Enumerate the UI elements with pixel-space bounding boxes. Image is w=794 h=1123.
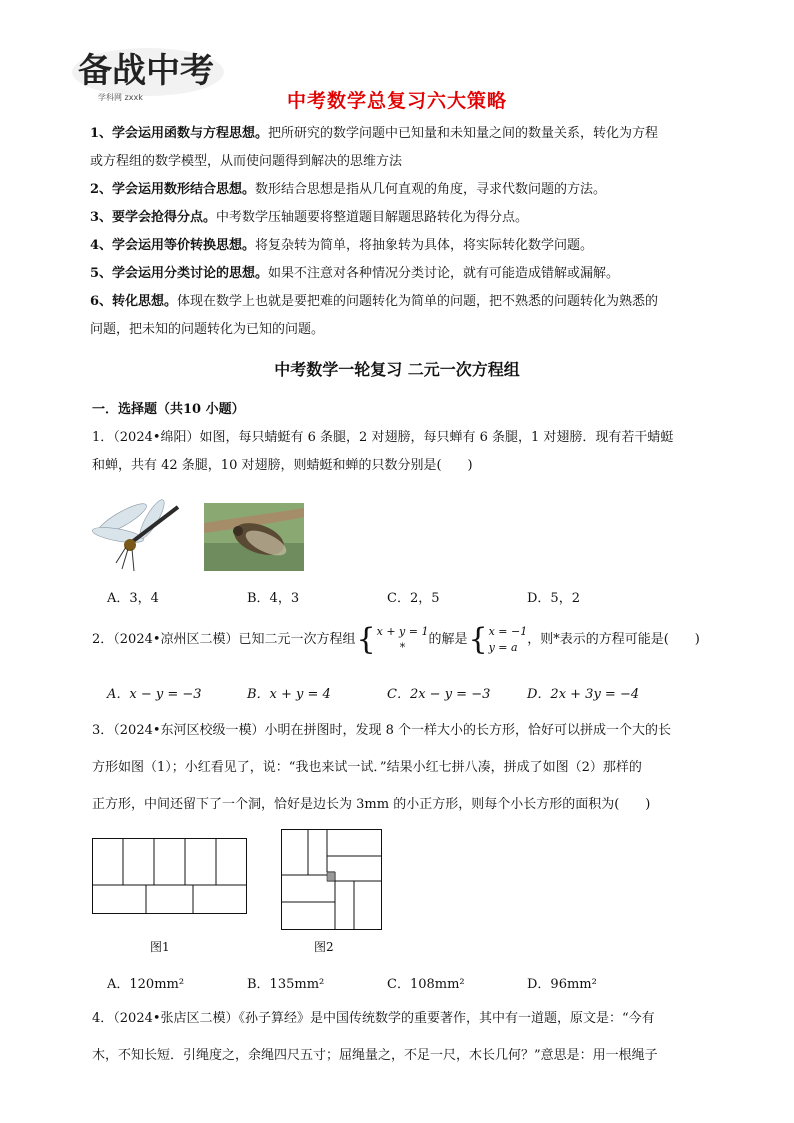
option-d[interactable]: D．2x + 3y = −4 xyxy=(527,687,640,702)
question-1 xyxy=(92,424,707,480)
q4-line: 4．（2024•张店区二模）《孙子算经》是中国传统数学的重要著作，其中有一道题，原文是：“今有 xyxy=(92,1011,655,1026)
logo-text: 备战中考 xyxy=(78,51,214,91)
q3-line: 正方形，中间还留下了一个洞，恰好是边长为 3mm 的小正方形，则每个小长方形的面积为( ) xyxy=(92,797,651,812)
strategy-item: 3、要学会抢得分点。中考数学压轴题要将整道题目解题思路转化为得分点。 xyxy=(90,210,529,225)
section-title: 中考数学一轮复习 二元一次方程组 xyxy=(274,360,520,379)
center-hole xyxy=(327,872,335,881)
q1-line: 和蝉，共有 42 条腿，10 对翅膀，则蜻蜓和蝉的只数分别是( ) xyxy=(92,458,473,473)
strategy-item: 或方程组的数学模型，从而使问题得到解决的思维方法 xyxy=(90,154,403,169)
figure-1 xyxy=(92,838,248,918)
q2-prefix: 2．（2024•凉州区二模）已知二元一次方程组 xyxy=(92,632,356,647)
q1-line: 1．（2024•绵阳）如图，每只蜻蜓有 6 条腿，2 对翅膀，每只蝉有 6 条腿，1 对翅膀．现有若干蜻蜓 xyxy=(92,430,674,445)
strategy-item: 4、学会运用等价转换思想。将复杂转为简单，将抽象转为具体，将实际转化数学问题。 xyxy=(90,238,594,253)
document-title: 中考数学总复习六大策略 xyxy=(286,90,507,112)
q2-mid: 的解是 xyxy=(428,632,468,647)
figure-2 xyxy=(281,829,382,934)
option-a[interactable]: A．120mm² xyxy=(107,977,185,992)
question-4 xyxy=(92,1000,707,1074)
question-3 xyxy=(92,712,707,823)
q2-suffix: ，则*表示的方程可能是( ) xyxy=(527,632,700,647)
option-d[interactable]: D．96mm² xyxy=(527,977,597,992)
dragonfly-image xyxy=(92,497,184,577)
q3-line: 方形如图（1）；小红看见了，说：“我也来试一试．”结果小红七拼八凑，拼成了如图（2）那样的 xyxy=(92,760,642,775)
option-a[interactable]: A．3，4 xyxy=(107,591,159,606)
q2-options xyxy=(107,683,687,702)
figure-1-caption: 图1 xyxy=(150,940,170,954)
option-b[interactable]: B．x + y = 4 xyxy=(247,687,331,702)
logo-subtext: 学科网 zxxk xyxy=(98,93,143,102)
q4-line: 木，不知长短．引绳度之，余绳四尺五寸；屈绳量之，不足一尺，木长几何？”意思是：用一根绳子 xyxy=(92,1048,658,1063)
brace-icon: { xyxy=(468,622,488,657)
option-c[interactable]: C．2，5 xyxy=(387,591,440,606)
strategy-item: 问题，把未知的问题转化为已知的问题。 xyxy=(90,322,325,337)
option-c[interactable]: C．2x − y = −3 xyxy=(387,687,491,702)
equation-system-2: x = −1 y = a xyxy=(488,625,528,654)
strategy-item: 5、学会运用分类讨论的思想。如果不注意对各种情况分类讨论，就有可能造成错解或漏解。 xyxy=(90,266,620,281)
figure-2-caption: 图2 xyxy=(314,940,334,954)
strategy-item: 6、转化思想。体现在数学上也就是要把难的问题转化为简单的问题，把不熟悉的问题转化为熟悉的 xyxy=(90,294,659,309)
strategy-item: 2、学会运用数形结合思想。数形结合思想是指从几何直观的角度，寻求代数问题的方法。 xyxy=(90,182,607,197)
cicada-image xyxy=(204,503,304,571)
strategy-list xyxy=(90,120,710,344)
option-b[interactable]: B．135mm² xyxy=(247,977,325,992)
equation-system-1: x + y = 1 * xyxy=(376,625,429,654)
option-d[interactable]: D．5，2 xyxy=(527,591,580,606)
question-type-heading: 一．选择题（共10 小题） xyxy=(92,402,245,417)
q3-options xyxy=(107,973,687,992)
brace-icon: { xyxy=(356,622,376,657)
strategy-item: 1、学会运用函数与方程思想。把所研究的数学问题中已知量和未知量之间的数量关系，转化为方程 xyxy=(90,126,659,141)
question-2 xyxy=(92,622,707,657)
q1-options xyxy=(107,587,687,606)
option-c[interactable]: C．108mm² xyxy=(387,977,465,992)
q3-line: 3．（2024•东河区校级一模）小明在拼图时，发现 8 个一样大小的长方形，恰好可以拼成一个大的长 xyxy=(92,723,672,738)
option-b[interactable]: B．4，3 xyxy=(247,591,300,606)
option-a[interactable]: A．x − y = −3 xyxy=(107,687,202,702)
